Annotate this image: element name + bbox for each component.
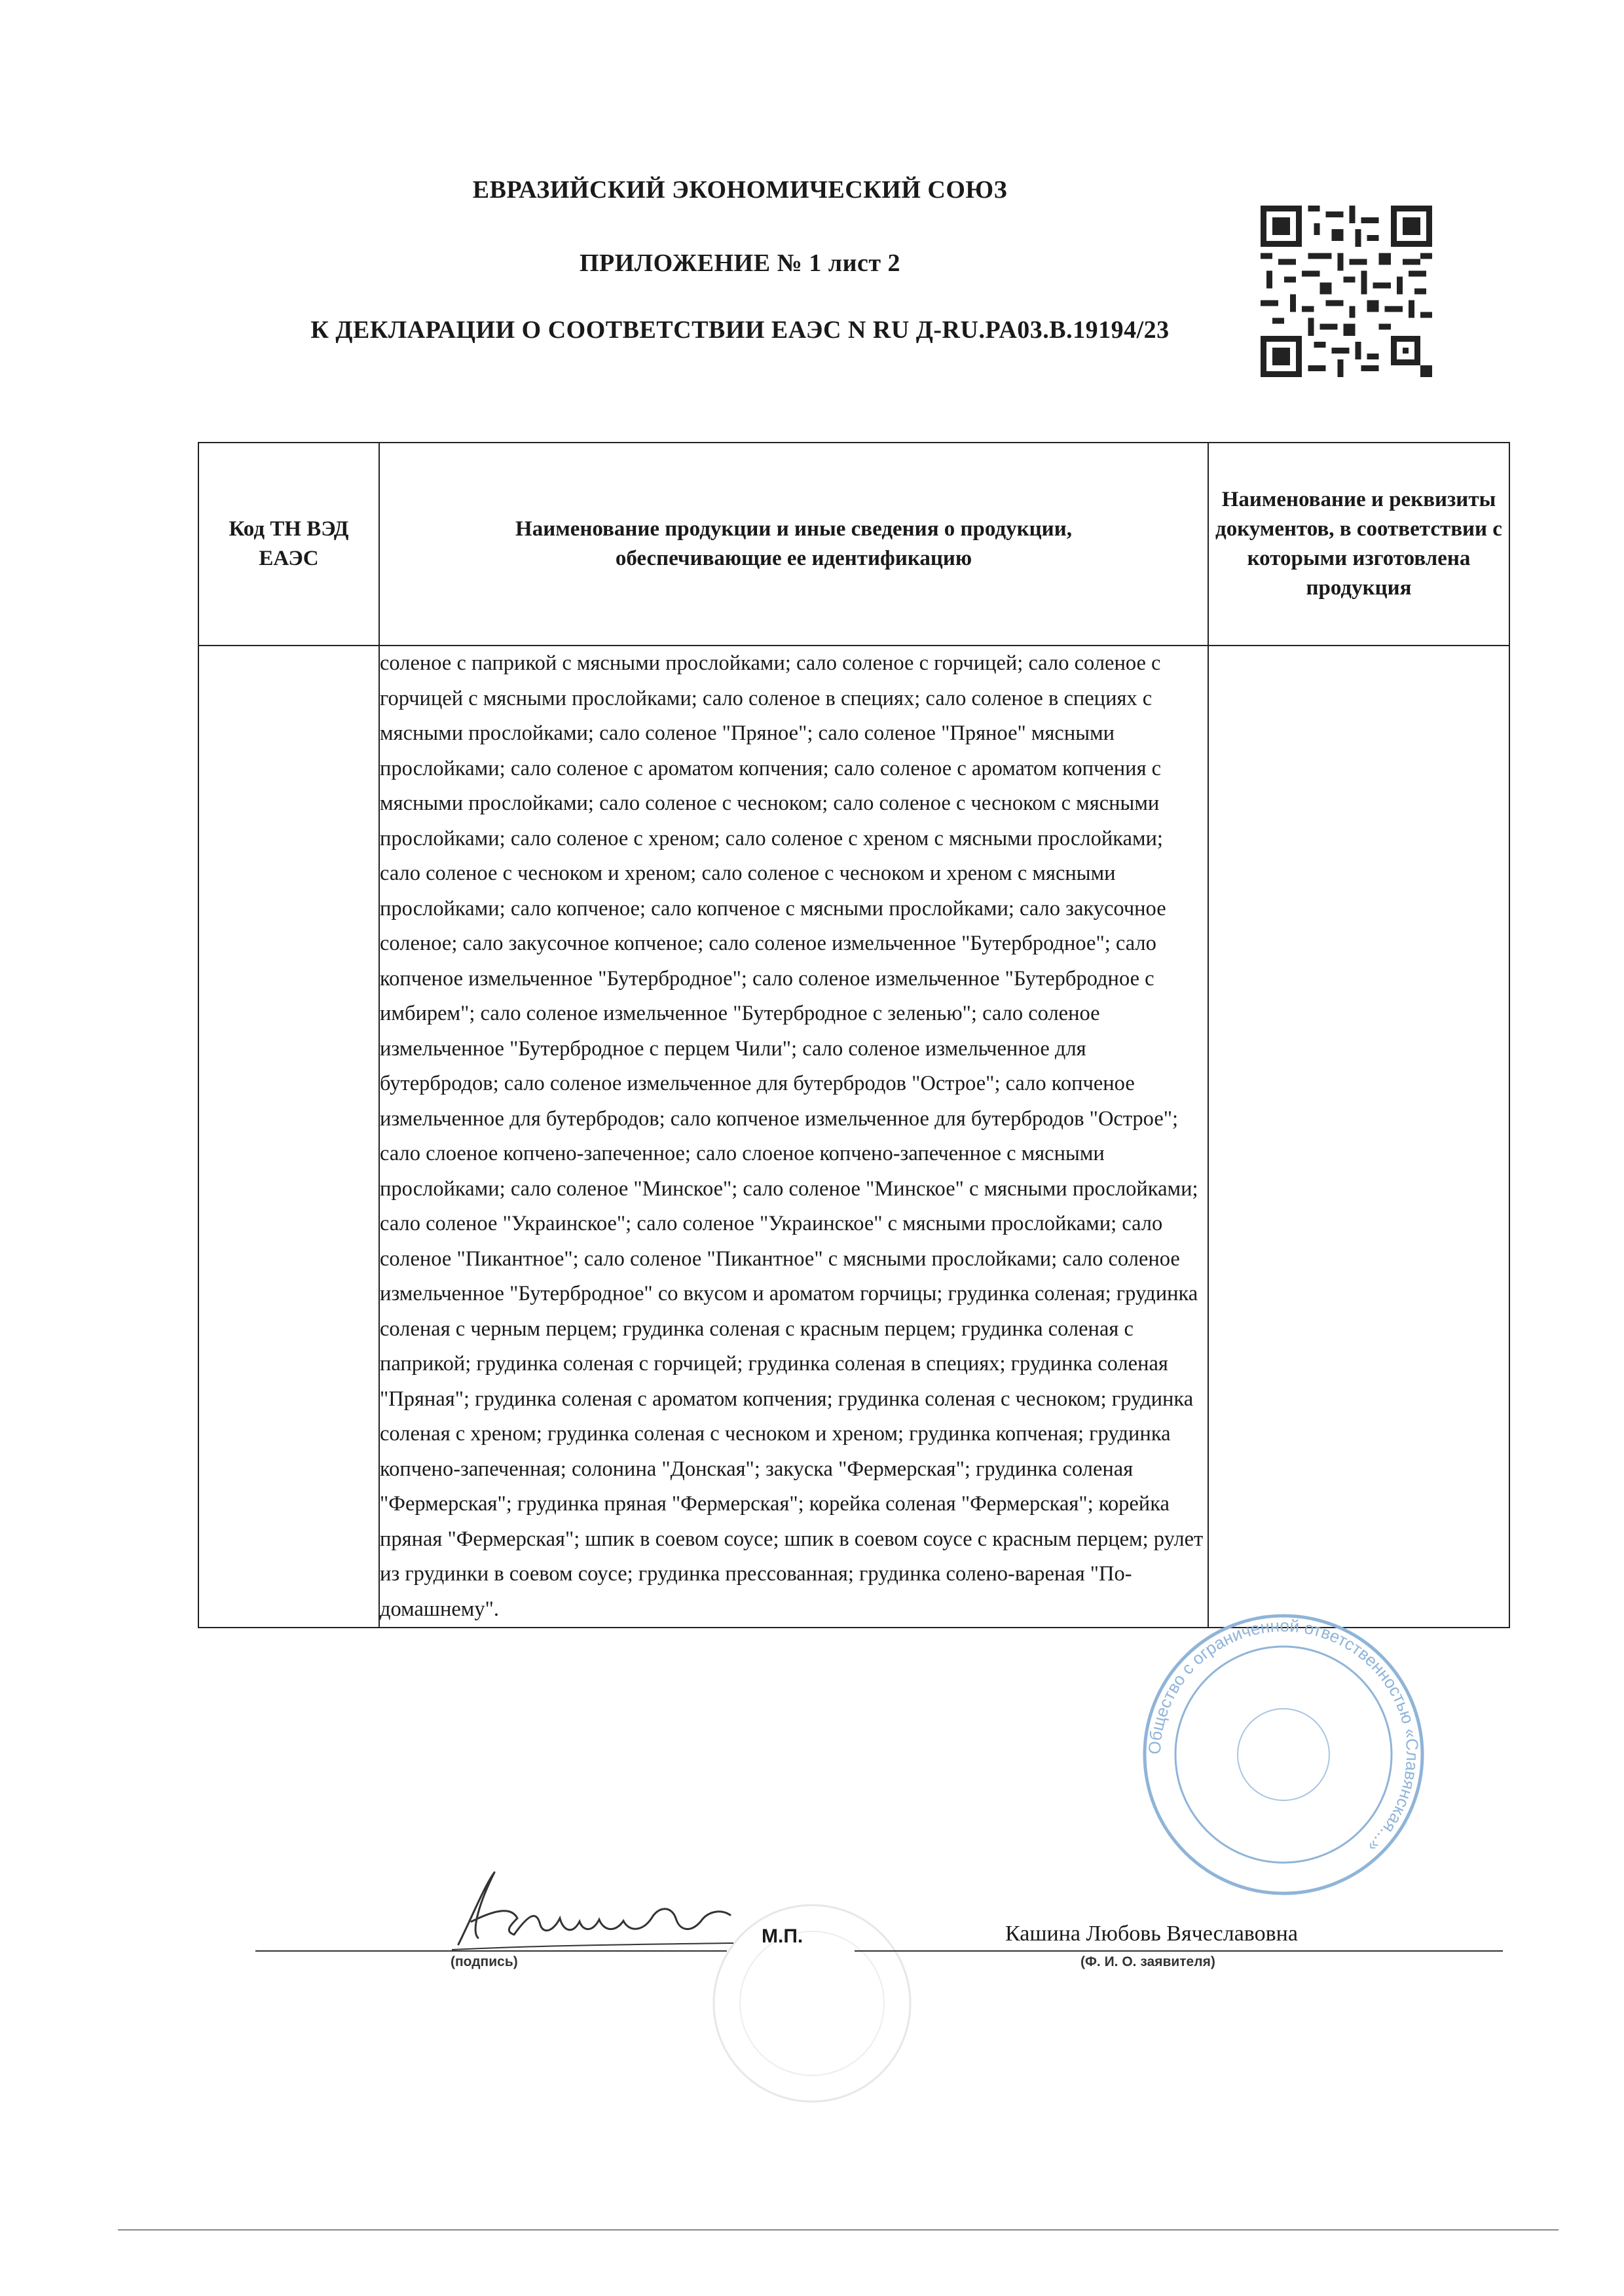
header-documents: Наименование и реквизиты документов, в соответствии с которыми изготовлена продукция (1208, 443, 1509, 646)
scan-edge-line (118, 2229, 1559, 2231)
seal-place-label: М.П. (762, 1925, 803, 1947)
appendix-title: ПРИЛОЖЕНИЕ № 1 лист 2 (579, 249, 901, 277)
signature-caption: (подпись) (451, 1954, 518, 1969)
cell-documents (1208, 646, 1509, 1628)
cell-product-description: соленое с паприкой с мясными прослойками; сало соленое с горчицей; сало соленое с горчицей с мясными прослойками; сало соленое в специях; сало соленое в специях с мясными прослойками; сало соленое "Пряное"; сало соленое "Пряное" мясными прослойками; сало соленое с ароматом копчения; сало соленое с ароматом копчения с мясными прослойками; сало соленое с чесноком; сало соленое с чесноком с мясными прослойками; сало соленое с хреном; сало соленое с хреном с мясными прослойками; сало соленое с чесноком и хреном; сало соленое с чесноком и хреном с мясными прослойками; сало копченое; сало копченое с мясными прослойками; сало закусочное соленое; сало закусочное копченое; сало соленое измельченное "Бутербродное"; сало копченое измельченное "Бутербродное"; сало соленое измельченное "Бутербродное с имбирем"; сало соленое измельченное "Бутербродное с зеленью"; сало соленое измельченное "Бутербродное с перцем Чили"; сало соленое измельченное для бутербродов; сало соленое измельченное для бутербродов "Острое"; сало копченое измельченное для бутербродов; сало копченое измельченное для бутербродов "Острое"; сало слоеное копчено-запеченное; сало слоеное копчено-запеченное с мясными прослойками; сало соленое "Минское"; сало соленое "Минское" с мясными прослойками; сало соленое "Украинское"; сало соленое "Украинское" с мясными прослойками; сало соленое "Пикантное"; сало соленое "Пикантное" с мясными прослойками; сало соленое измельченное "Бутербродное" со вкусом и ароматом горчицы; грудинка соленая; грудинка соленая с черным перцем; грудинка соленая с красным перцем; грудинка соленая с паприкой; грудинка соленая с горчицей; грудинка соленая в специях; грудинка соленая "Пряная"; грудинка соленая с ароматом копчения; грудинка соленая с чесноком; грудинка соленая с хреном; грудинка соленая с чесноком и хреном; грудинка копченая; грудинка копчено-запеченная; солонина "Донская"; закуска "Фермерская"; грудинка соленая "Фермерская"; грудинка пряная "Фермерская"; корейка соленая "Фермерская"; корейка пряная "Фермерская"; шпик в соевом соусе; шпик в соевом соусе с красным перцем; рулет из грудинки в соевом соусе; грудинка прессованная; грудинка солено-вареная "По-домашнему". (379, 646, 1208, 1628)
qr-code-icon (1261, 196, 1432, 386)
fio-caption: (Ф. И. О. заявителя) (1080, 1954, 1215, 1969)
handwritten-signature (432, 1859, 740, 1958)
cell-tnved-code (198, 646, 379, 1628)
declaration-title: К ДЕКЛАРАЦИИ О СООТВЕТСТВИИ ЕАЭС N RU Д-RU.PA03.B.19194/23 (310, 316, 1170, 344)
product-table (198, 442, 1510, 1628)
signature-line (255, 1950, 727, 1952)
svg-text:Общество с ограниченной ответс: Общество с ограниченной ответственностью «Славянская...» (1144, 1615, 1423, 1857)
applicant-name: Кашина Любовь Вячеславовна (1005, 1922, 1298, 1946)
header-product-name: Наименование продукции и иные сведения о продукции, обеспечивающие ее идентификацию (379, 443, 1208, 646)
table-header-row (198, 443, 1509, 646)
table-row (198, 646, 1509, 1628)
company-seal (1139, 1611, 1428, 1899)
name-line (855, 1950, 1503, 1952)
header-tnved-code: Код ТН ВЭД ЕАЭС (198, 443, 379, 646)
union-title: ЕВРАЗИЙСКИЙ ЭКОНОМИЧЕСКИЙ СОЮЗ (472, 176, 1008, 204)
